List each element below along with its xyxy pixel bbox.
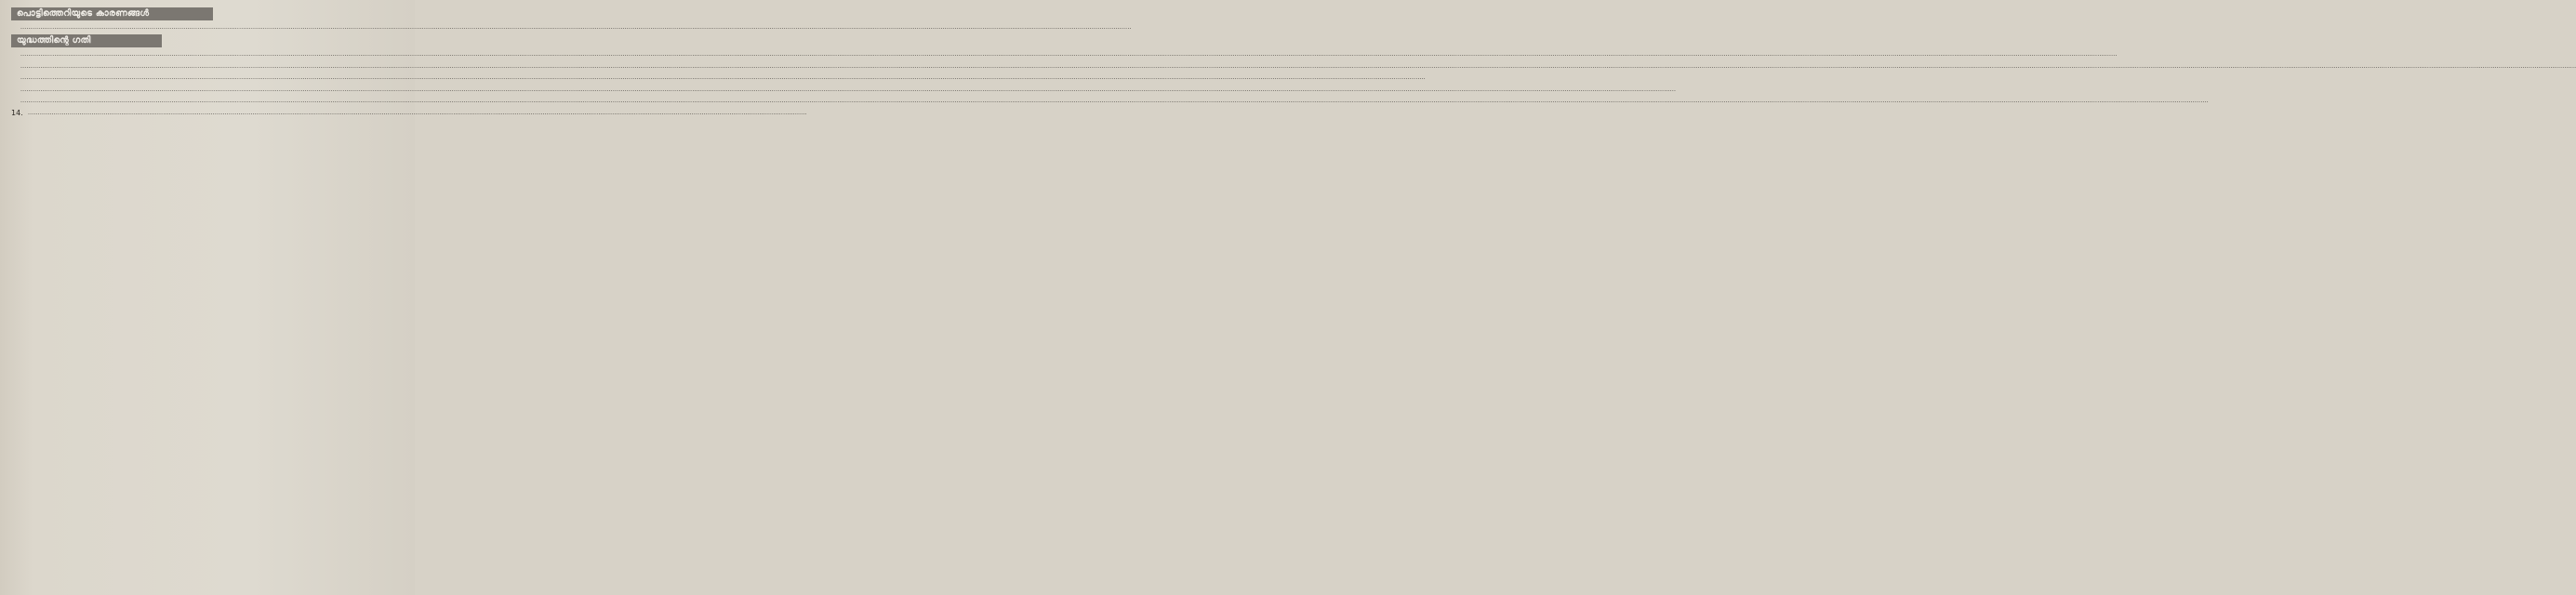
section-heading-causes: പൊട്ടിത്തെറിയുടെ കാരണങ്ങൾ — [11, 7, 213, 20]
item-text: ........................................................................................................................................................................................................................................................................................................................................................................................................ — [28, 110, 807, 117]
paragraph-causes: ............................................................................................................................................................................................................................................................................................................................................................................................................................................................................................................................................................................... — [20, 24, 1132, 31]
numbered-item-14 — [11, 109, 807, 120]
paragraph-course-1: ............................................................................................................................................................................................................................................................................................................................................................................................................................................................................................................................................................................................................................................................................................................................................................................................................................................................................................................................................................................................................................................................................................... — [20, 51, 2118, 59]
paragraph-course-4: ................................................................................................................................................................................................................................................................................................................................................................................................................................................................................................................................................................................................................................................................................................................................................................................................................................................................. — [20, 86, 1677, 93]
paragraph-course-5: ............................................................................................................................................................................................................................................................................................................................................................................................................................................................................................................................................................................................................................................................................................................................................................................................................................................................................................................................................................................................................................................................................................................................................. — [20, 98, 2209, 105]
section-heading-course-of-war: യുദ്ധത്തിന്റെ ഗതി — [11, 34, 162, 47]
item-number: 14. — [11, 109, 23, 118]
paragraph-course-2: ...................................................................................................................................................................................................................................................................................................................................................................................................................................................................................................................................................................................................................................................................................................................................................................................................................................................................................................................................................................................................................................................................................................................................................................................................................................................................................................................................... — [20, 62, 2576, 70]
paragraph-course-3: ................................................................................................................................................................................................................................................................................................................................................................................................................................................................................................................................................................................................................................................................................................................................... — [20, 74, 1426, 82]
